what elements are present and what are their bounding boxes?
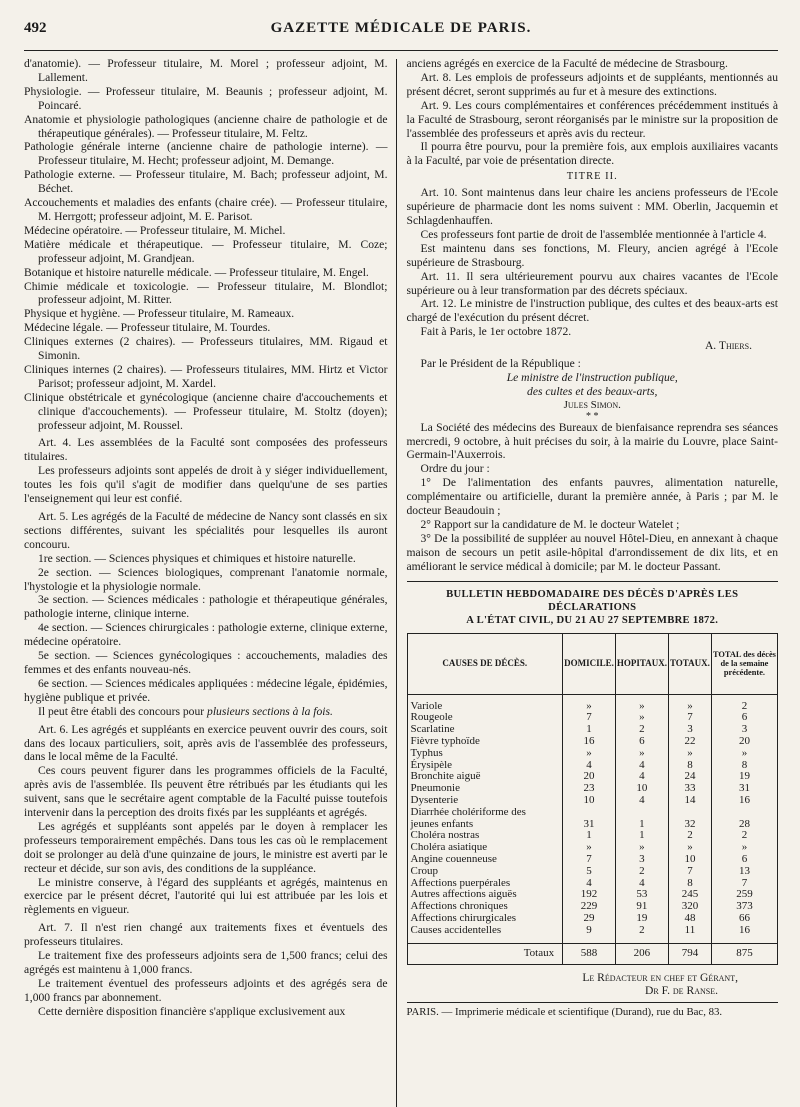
value-cell — [668, 807, 711, 819]
value-cell: 14 — [668, 795, 711, 807]
article-4-paragraph: Les professeurs adjoints sont appelés de droit à y siéger individuellement, toutes les fois qu'il s'agit de modifier dans quelqu'une de ses parties l'enseignement qui leur est confié. — [24, 464, 388, 506]
value-cell: 2 — [615, 724, 668, 736]
concours-italic: plusieurs sections à la fois. — [207, 704, 333, 718]
article-6-paragraph-2: Ces cours peuvent figurer dans les programmes officiels de la Faculté, après avis de l'assemblée. Ils peuvent être rétribués par les étudiants qui les suivent, sans que le secrétaire agent comptable de la Faculté puisse toutefois intervenir dans la perception des droits fixés par les suppléants et agrégés. — [24, 764, 388, 820]
value-cell: 2 — [668, 830, 711, 842]
cause-cell: Affections chirurgicales — [407, 913, 563, 925]
table-row — [407, 913, 778, 925]
table-row — [407, 748, 778, 760]
chair-entry: Pathologie externe. — Professeur titulaire, M. Bach; professeur adjoint, M. Béchet. — [24, 168, 388, 196]
table-row — [407, 701, 778, 713]
cause-cell: Typhus — [407, 748, 563, 760]
article-9: Art. 9. Les cours complémentaires et conférences précédemment institués à la Faculté de Strasbourg, seront réorganisés par le ministre sur la proposition de l'assemblée des professeurs et après avis du recteur. — [406, 98, 778, 140]
totals-value: 206 — [615, 943, 668, 964]
bulletin-title-line-1: BULLETIN HEBDOMADAIRE DES DÉCÈS D'APRÈS LES DÉCLARATIONS — [446, 588, 739, 613]
chair-entry: Pathologie générale interne (ancienne chaire de pathologie interne). — Professeur titulaire, M. Hecht; professeur adjoint, M. Demange. — [24, 140, 388, 168]
article-7-paragraph-2: Le traitement fixe des professeurs adjoints sera de 1,500 francs; celui des agrégés est maintenu à 1,000 francs. — [24, 949, 388, 976]
value-cell: 33 — [668, 783, 711, 795]
par-le-president: Par le Président de la République : — [420, 357, 581, 371]
value-cell: 259 — [711, 889, 777, 901]
article-6-paragraph-3: Les agrégés et suppléants sont appelés par le doyen à remplacer les professeurs temporairement empêchés. Dans tous les cas où le remplacement doit se prolonger au delà d'une quinzaine de jours, le ministre est averti par le recteur et décide, sur son avis, des conditions de la suppléance. — [24, 819, 388, 875]
value-cell: 1 — [615, 830, 668, 842]
value-cell: 7 — [668, 712, 711, 724]
ordre-item: 1° De l'alimentation des enfants pauvres, alimentation naturelle, complémentaire ou artificielle, durant la première année, à Paris ; par M. le docteur Beaudouin ; — [406, 476, 778, 518]
cause-cell: Diarrhée cholériforme des — [407, 807, 563, 819]
value-cell: » — [668, 701, 711, 713]
value-cell: 16 — [711, 795, 777, 807]
article-7-paragraph-3: Le traitement éventuel des professeurs adjoints et des agrégés sera de 1,000 francs par abonnement. — [24, 976, 388, 1004]
totals-label: Totaux — [407, 943, 563, 964]
cause-cell: Pneumonie — [407, 783, 563, 795]
minister-name: Jules Simon. — [563, 398, 621, 411]
value-cell: 8 — [668, 760, 711, 772]
cause-cell: Variole — [407, 701, 563, 713]
chair-entry: Cliniques internes (2 chaires). — Professeurs titulaires, MM. Hirtz et Victor Parisot; professeur adjoint, M. Xardel. — [24, 362, 388, 390]
concours-text: Il peut être établi des concours pour — [38, 704, 208, 718]
value-cell: 10 — [615, 783, 668, 795]
section-entry: 5e section. — Sciences gynécologiques : accouchements, maladies des femmes et des enfants nouveau-nés. — [24, 649, 388, 676]
value-cell: 16 — [711, 925, 777, 937]
value-cell: 20 — [711, 736, 777, 748]
chair-entry: Médecine légale. — Professeur titulaire, M. Tourdes. — [24, 321, 271, 335]
header-hopitaux: HOPITAUX. — [615, 633, 668, 694]
value-cell: 31 — [563, 819, 616, 831]
value-cell: 1 — [563, 830, 616, 842]
section-entry: 1re section. — Sciences physiques et chimiques et histoire naturelle. — [38, 551, 356, 565]
value-cell: 2 — [711, 830, 777, 842]
value-cell: 29 — [563, 913, 616, 925]
columns — [24, 57, 778, 1107]
value-cell: 16 — [563, 736, 616, 748]
header-total-precedente: TOTAL des décès de la semaine précédente. — [711, 633, 777, 694]
minister-line-2: des cultes et des beaux-arts, — [527, 384, 658, 398]
value-cell: 1 — [615, 819, 668, 831]
article-8: Art. 8. Les emplois de professeurs adjoints et de suppléants, mentionnés au présent décret, seront supprimés au fur et à mesure des extinctions. — [406, 70, 778, 98]
cause-cell: jeunes enfants — [407, 819, 563, 831]
table-row — [407, 866, 778, 878]
section-entry: 2e section. — Sciences biologiques, comprenant l'anatomie normale, l'hystologie et la physiologie normale. — [24, 565, 388, 593]
cause-cell: Fièvre typhoïde — [407, 736, 563, 748]
value-cell: 10 — [563, 795, 616, 807]
value-cell — [711, 807, 777, 819]
cause-cell: Scarlatine — [407, 724, 563, 736]
value-cell: 19 — [615, 913, 668, 925]
totals-value: 875 — [711, 943, 777, 964]
minister-line-1: Le ministre de l'instruction publique, — [506, 370, 678, 384]
value-cell: 31 — [711, 783, 777, 795]
value-cell: 24 — [668, 771, 711, 783]
value-cell: 5 — [563, 866, 616, 878]
value-cell: 7 — [668, 866, 711, 878]
value-cell: 4 — [615, 795, 668, 807]
table-row — [407, 736, 778, 748]
cause-cell: Dysenterie — [407, 795, 563, 807]
value-cell: 4 — [563, 878, 616, 890]
table-row — [407, 925, 778, 937]
chair-entry: Physiologie. — Professeur titulaire, M. Beaunis ; professeur adjoint, M. Poincaré. — [24, 84, 388, 112]
deaths-table — [407, 633, 779, 965]
chair-entry: Accouchements et maladies des enfants (chaire crée). — Professeur titulaire, M. Herrgott; professeur adjoint, M. E. Parisot. — [24, 196, 388, 223]
value-cell: » — [563, 701, 616, 713]
value-cell: 7 — [563, 854, 616, 866]
section-entry: 6e section. — Sciences médicales appliquées : médecine légale, épidémies, hygiène publique et privée. — [24, 676, 388, 704]
value-cell: 2 — [615, 925, 668, 937]
page-header — [24, 0, 778, 51]
chair-entry: Médecine opératoire. — Professeur titulaire, M. Michel. — [24, 223, 286, 237]
cause-cell: Bronchite aiguë — [407, 771, 563, 783]
value-cell: 4 — [615, 771, 668, 783]
cause-cell: Choléra asiatique — [407, 842, 563, 854]
right-column — [397, 57, 779, 1107]
value-cell: 23 — [563, 783, 616, 795]
article-7-continuation: anciens agrégés en exercice de la Faculté de médecine de Strasbourg. — [406, 57, 728, 70]
value-cell — [563, 807, 616, 819]
value-cell: 245 — [668, 889, 711, 901]
chair-entry: Cliniques externes (2 chaires). — Professeurs titulaires, MM. Rigaud et Simonin. — [24, 335, 388, 363]
value-cell: 4 — [615, 878, 668, 890]
societe-notice: La Société des médecins des Bureaux de bienfaisance reprendra ses séances mercredi, 9 octobre, à huit précises du soir, à la mairie du Louvre, place Saint-Germain-l'Auxerrois. — [406, 420, 778, 462]
table-row — [407, 854, 778, 866]
cause-cell: Causes accidentelles — [407, 925, 563, 937]
cause-cell: Érysipèle — [407, 760, 563, 772]
value-cell: 373 — [711, 901, 777, 913]
chair-entry: Anatomie et physiologie pathologiques (ancienne chaire de pathologie et de thérapeutique générales). — Professeur titulaire, M. Feltz. — [24, 112, 388, 140]
bulletin-title-line-2: A L'ÉTAT CIVIL, DU 21 AU 27 SEPTEMBRE 1872. — [466, 614, 719, 626]
article-7: Art. 7. Il n'est rien changé aux traitements fixes et éventuels des professeurs titulaires. — [24, 921, 388, 949]
value-cell: 320 — [668, 901, 711, 913]
article-11: Art. 11. Il sera ultérieurement pourvu aux chaires vacantes de l'Ecole supérieure ou à leur transformation par des décrets spéciaux. — [406, 269, 778, 297]
value-cell: 66 — [711, 913, 777, 925]
value-cell: » — [711, 748, 777, 760]
value-cell: 1 — [563, 724, 616, 736]
value-cell: » — [615, 712, 668, 724]
table-header-row — [407, 633, 778, 694]
value-cell: 6 — [615, 736, 668, 748]
page-number: 492 — [24, 20, 47, 36]
journal-title: GAZETTE MÉDICALE DE PARIS. — [270, 20, 532, 36]
value-cell: 192 — [563, 889, 616, 901]
value-cell: 8 — [668, 878, 711, 890]
chair-entry: Matière médicale et thérapeutique. — Professeur titulaire, M. Coze; professeur adjoint, M. Grandjean. — [24, 237, 388, 265]
redacteur-name: Dr F. de Ranse. — [644, 984, 718, 998]
value-cell: 3 — [711, 724, 777, 736]
ordre-du-jour: Ordre du jour : — [420, 462, 490, 476]
article-4: Art. 4. Les assemblées de la Faculté sont composées des professeurs titulaires. — [24, 436, 388, 464]
value-cell: 4 — [615, 760, 668, 772]
totals-value: 588 — [563, 943, 616, 964]
value-cell: 9 — [563, 925, 616, 937]
value-cell: » — [563, 842, 616, 854]
table-row — [407, 712, 778, 724]
chair-entry: d'anatomie). — Professeur titulaire, M. Morel ; professeur adjoint, M. Lallement. — [24, 57, 388, 84]
value-cell: 6 — [711, 854, 777, 866]
ordre-item: 2° Rapport sur la candidature de M. le docteur Watelet ; — [420, 518, 680, 531]
cause-cell: Choléra nostras — [407, 830, 563, 842]
article-10-paragraph-2: Ces professeurs font partie de droit de l'assemblée mentionnée à l'article 4. — [420, 227, 767, 241]
left-column — [24, 57, 396, 1107]
value-cell: 19 — [711, 771, 777, 783]
value-cell: 3 — [668, 724, 711, 736]
value-cell: 28 — [711, 819, 777, 831]
article-6-paragraph-4: Le ministre conserve, à l'égard des suppléants et agrégés, maintenus en exercice par le présent décret, l'autorité qui lui est attribuée par les lois et règlements en vigueur. — [24, 875, 388, 917]
value-cell: 91 — [615, 901, 668, 913]
value-cell: » — [563, 748, 616, 760]
chair-entry: Physique et hygiène. — Professeur titulaire, M. Rameaux. — [24, 307, 295, 321]
signature-thiers: A. Thiers. — [704, 339, 752, 353]
value-cell: » — [668, 748, 711, 760]
table-row — [407, 807, 778, 819]
separator-stars: * * — [586, 410, 599, 422]
value-cell: 53 — [615, 889, 668, 901]
value-cell: 2 — [615, 866, 668, 878]
article-9-paragraph-2: Il pourra être pourvu, pour la première fois, aux emplois auxiliaires vacants à la Faculté, par voie de présentation directe. — [406, 140, 778, 168]
value-cell: 8 — [711, 760, 777, 772]
value-cell: 7 — [563, 712, 616, 724]
chair-entry: Botanique et histoire naturelle médicale. — Professeur titulaire, M. Engel. — [24, 265, 369, 279]
printer-line: PARIS. — Imprimerie médicale et scientifique (Durand), rue du Bac, 83. — [407, 1002, 779, 1020]
article-5: Art. 5. Les agrégés de la Faculté de médecine de Nancy sont classés en six sections différentes, suivant les spécialités pour lesquelles ils auront concouru. — [24, 510, 388, 551]
cause-cell: Autres affections aiguës — [407, 889, 563, 901]
titre-heading: TITRE II. — [566, 171, 618, 183]
article-6: Art. 6. Les agrégés et suppléants en exercice peuvent ouvrir des cours, soit dans des locaux particuliers, soit, après avis de l'assemblée des professeurs, dans le local même de la Faculté. — [24, 722, 388, 764]
value-cell: 6 — [711, 712, 777, 724]
header-domicile: DOMICILE. — [563, 633, 616, 694]
cause-cell: Affections puerpérales — [407, 878, 563, 890]
date-line: Fait à Paris, le 1er octobre 1872. — [420, 325, 572, 339]
table-body — [407, 694, 778, 964]
chair-entry: Clinique obstétricale et gynécologique (ancienne chaire d'accouchements et clinique d'accouchements). — Professeur titulaire, M. Stoltz (doyen); professeur adjoint, M. Roussel. — [24, 390, 388, 432]
value-cell: » — [668, 842, 711, 854]
bulletin-title — [407, 581, 779, 627]
article-12: Art. 12. Le ministre de l'instruction publique, des cultes et des beaux-arts est chargé de l'exécution du présent décret. — [406, 297, 778, 325]
article-5-concours — [24, 705, 388, 719]
value-cell — [615, 807, 668, 819]
redacteur-line: Le Rédacteur en chef et Gérant, — [582, 970, 738, 984]
value-cell: » — [711, 842, 777, 854]
value-cell: 22 — [668, 736, 711, 748]
value-cell: 7 — [711, 878, 777, 890]
value-cell: 10 — [668, 854, 711, 866]
value-cell: » — [615, 842, 668, 854]
article-10: Art. 10. Sont maintenus dans leur chaire les anciens professeurs de l'Ecole supérieure de pharmacie dont les noms suivent : MM. Oberlin, Jacquemin et Schlagdenhauffen. — [406, 186, 778, 227]
value-cell: 11 — [668, 925, 711, 937]
ordre-item: 3° De la possibilité de suppléer au nouvel Hôtel-Dieu, en annexant à chaque maison de secours un petit asile-hôpital d'arrondissement de dix lits, et en améliorant le service médical à domicile; par M. le docteur Passant. — [406, 531, 778, 573]
chair-entry: Chimie médicale et toxicologie. — Professeur titulaire, M. Blondlot; professeur adjoint, M. Ritter. — [24, 279, 388, 307]
section-entry: 3e section. — Sciences médicales : pathologie et thérapeutique générales, pathologie interne, clinique interne. — [24, 593, 388, 621]
chair-list — [24, 57, 388, 432]
cause-cell: Rougeole — [407, 712, 563, 724]
cause-cell: Affections chroniques — [407, 901, 563, 913]
section-entry: 4e section. — Sciences chirurgicales : pathologie externe, clinique externe, médecine opératoire. — [24, 621, 388, 649]
totals-row — [407, 943, 778, 964]
ordre-items — [407, 476, 779, 573]
value-cell: 2 — [711, 701, 777, 713]
cause-cell: Croup — [407, 866, 563, 878]
value-cell: » — [615, 701, 668, 713]
header-totaux: TOTAUX. — [668, 633, 711, 694]
value-cell: » — [615, 748, 668, 760]
value-cell: 32 — [668, 819, 711, 831]
value-cell: 229 — [563, 901, 616, 913]
value-cell: 4 — [563, 760, 616, 772]
article-7-paragraph-4: Cette dernière disposition financière s'applique exclusivement aux — [38, 1004, 346, 1018]
value-cell: 48 — [668, 913, 711, 925]
value-cell: 3 — [615, 854, 668, 866]
value-cell: 13 — [711, 866, 777, 878]
value-cell: 20 — [563, 771, 616, 783]
section-list — [24, 552, 388, 705]
article-10-paragraph-3: Est maintenu dans ses fonctions, M. Fleury, ancien agrégé à l'Ecole supérieure de Strasbourg. — [406, 241, 778, 269]
totals-value: 794 — [668, 943, 711, 964]
header-causes: CAUSES DE DÉCÈS. — [407, 633, 563, 694]
cause-cell: Angine couenneuse — [407, 854, 563, 866]
